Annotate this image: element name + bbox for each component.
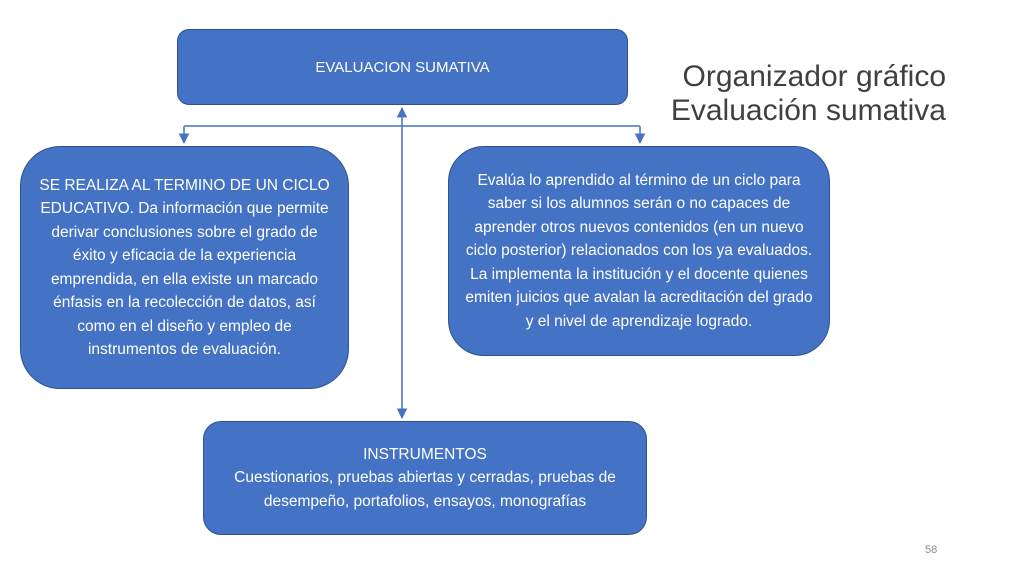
node-evaluacion-sumativa-text: EVALUACION SUMATIVA bbox=[315, 58, 490, 76]
node-definition-text: SE REALIZA AL TERMINO DE UN CICLO EDUCATIVO. Da información que permite derivar conclusiones sobre el grado de éxito y eficacia de la experiencia emprendida, en ella existe un marcado énfasis en la recolección de datos, así como en el diseño y empleo de instrumentos de evaluación. bbox=[39, 176, 330, 358]
slide-title-line2: Evaluación sumativa bbox=[670, 94, 946, 127]
node-description bbox=[448, 146, 830, 356]
node-definition bbox=[20, 146, 349, 389]
slide-title-line1: Organizador gráfico bbox=[682, 60, 946, 93]
node-evaluacion-sumativa bbox=[177, 29, 628, 105]
node-instrumentos bbox=[203, 421, 647, 535]
slide-title bbox=[671, 60, 946, 128]
page-number: 58 bbox=[925, 544, 938, 556]
node-description-text: Evalúa lo aprendido al término de un ciclo para saber si los alumnos serán o no capaces de aprender otros nuevos contenidos (en un nuevo ciclo posterior) relacionados con los ya evaluados. La implementa la institución y el docente quienes emiten juicios que avalan la acreditación del grado y el nivel de aprendizaje logrado. bbox=[465, 171, 813, 330]
node-instrumentos-text: INSTRUMENTOS Cuestionarios, pruebas abiertas y cerradas, pruebas de desempeño, portafolios, ensayos, monografías bbox=[234, 445, 616, 510]
